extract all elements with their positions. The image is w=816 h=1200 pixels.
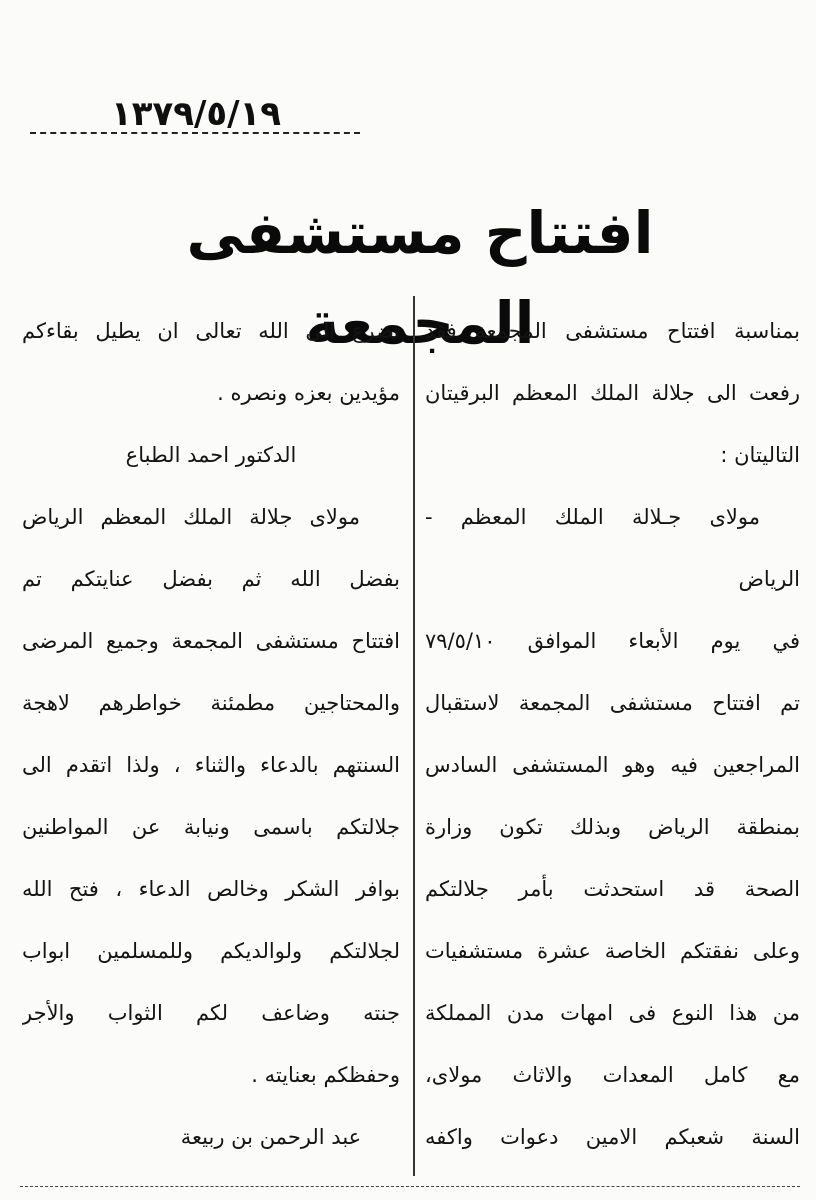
left-line-6: افتتاح مستشفى المجمعة وجميع المرضى — [22, 629, 400, 653]
right-line-1: بمناسبة افتتاح مستشفى المجمعة فقد — [425, 319, 800, 343]
left-line-9: جلالتكم باسمى ونيابة عن المواطنين — [22, 815, 400, 839]
right-line-3: التاليتان : — [720, 443, 800, 467]
right-line-11: وعلى نفقتكم الخاصة عشرة مستشفيات — [425, 939, 800, 963]
left-line-4: مولاى جلالة الملك المعظم الرياض — [22, 505, 360, 529]
left-line-7: والمحتاجين مطمئنة خواطرهم لاهجة — [22, 691, 400, 715]
left-line-5: بفضل الله ثم بفضل عنايتكم تم — [22, 567, 400, 591]
hijri-date: ١٣٧٩/٥/١٩ — [110, 94, 282, 134]
right-line-7: تم افتتاح مستشفى المجمعة لاستقبال — [425, 691, 800, 715]
signature-sender: عبد الرحمن بن ربيعة — [180, 1125, 362, 1149]
left-line-11: لجلالتكم ولوالديكم وللمسلمين ابواب — [22, 939, 400, 963]
signature-doctor: الدكتور احمد الطباع — [125, 443, 297, 467]
right-line-14: السنة شعبكم الامين دعوات واكفه — [425, 1125, 800, 1149]
left-line-10: بوافر الشكر وخالص الدعاء ، فتح الله — [22, 877, 400, 901]
right-line-12: من هذا النوع فى امهات مدن المملكة — [425, 1001, 800, 1025]
left-column — [22, 300, 400, 1168]
left-line-8: السنتهم بالدعاء والثناء ، ولذا اتقدم الى — [22, 753, 400, 777]
right-line-6: في يوم الأبعاء الموافق ٧٩/٥/١٠ — [425, 629, 800, 653]
right-line-4: مولاى جـلالة الملك المعظم - — [425, 505, 760, 529]
left-line-1: تضرع الى الله تعالى ان يطيل بقاءكم — [22, 319, 400, 343]
left-line-13: وحفظكم بعنايته . — [251, 1063, 400, 1087]
right-line-9: بمنطقة الرياض وبذلك تكون وزارة — [425, 815, 800, 839]
column-divider — [413, 296, 415, 1176]
right-line-8: المراجعين فيه وهو المستشفى السادس — [425, 753, 800, 777]
right-column — [425, 300, 800, 1168]
bottom-rule — [20, 1186, 800, 1187]
right-line-10: الصحة قد استحدثت بأمر جلالتكم — [425, 877, 800, 901]
date-underline — [30, 132, 360, 134]
article-headline: افتتاح مستشفى المجمعة — [186, 199, 654, 357]
right-line-5: الرياض — [738, 567, 800, 591]
left-line-2: مؤيدين بعزه ونصره . — [217, 381, 400, 405]
right-line-13: مع كامل المعدات والاثاث مولاى، — [425, 1063, 800, 1087]
left-line-12: جنته وضاعف لكم الثواب والأجر — [22, 1001, 400, 1025]
right-line-2: رفعت الى جلالة الملك المعظم البرقيتان — [425, 381, 800, 405]
